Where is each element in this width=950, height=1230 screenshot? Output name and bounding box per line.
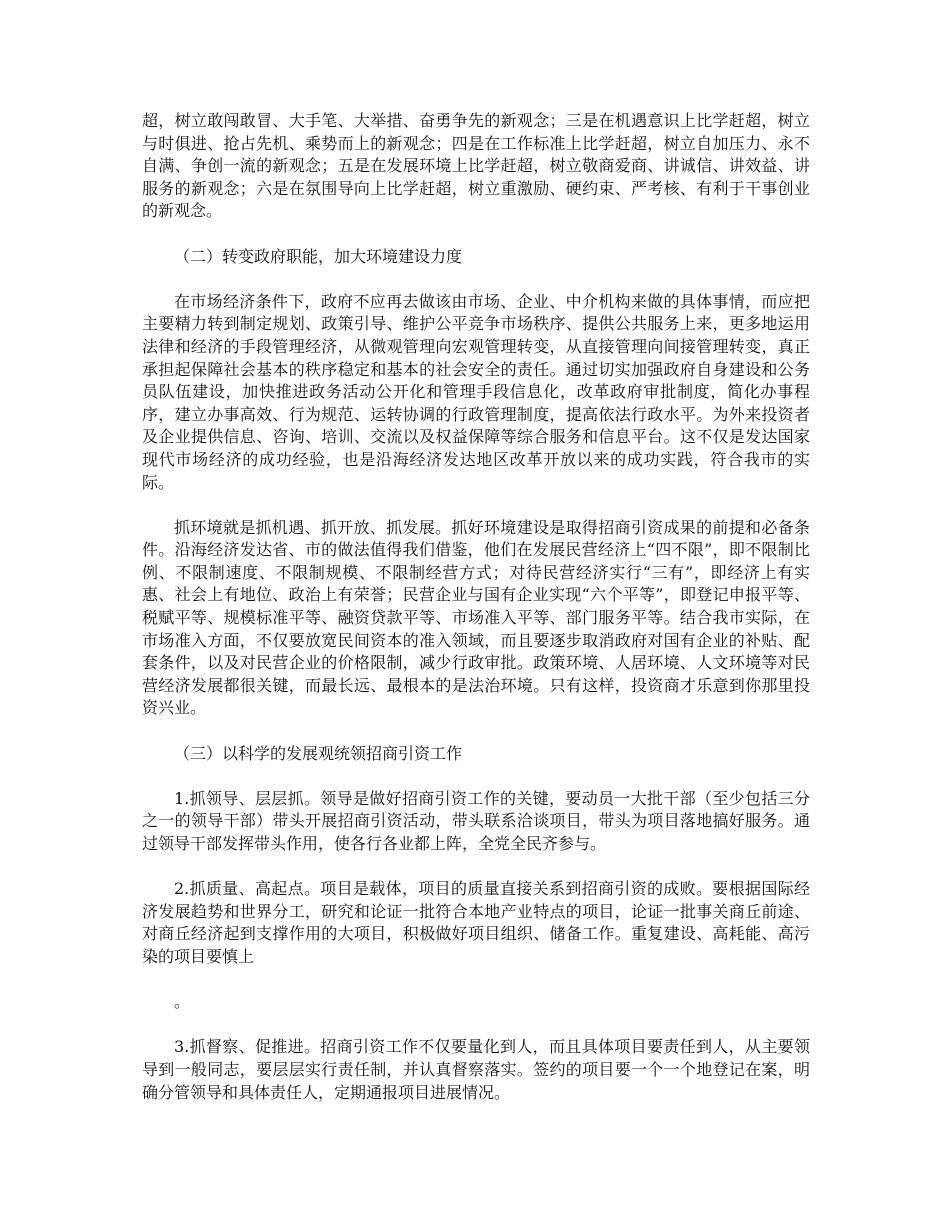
paragraph-item-2: 2.抓质量、高起点。项目是载体，项目的质量直接关系到招商引资的成败。要根据国际经济发展趋势和世界分工，研究和论证一批符合本地产业特点的项目，论证一批事关商丘前途、对商丘经济起到支撑作用的大项目，积极做好项目组织、储备工作。重复建设、高耗能、高污染的项目要慎上	[142, 879, 810, 966]
section-heading-2: （二）转变政府职能，加大环境建设力度	[174, 246, 463, 266]
section-heading-3: （三）以科学的发展观统领招商引资工作	[174, 743, 463, 763]
paragraph-government-functions: 在市场经济条件下，政府不应再去做该由市场、企业、中介机构来做的具体事情，而应把主要精力转到制定规划、政策引导、维护公平竞争市场秩序、提供公共服务上来，更多地运用法律和经济的手段管理经济，从微观管理向宏观管理转变，从直接管理向间接管理转变，真正承担起保障社会基本的秩序稳定和基本的社会安全的责任。通过切实加强政府自身建设和公务员队伍建设，加快推进政务活动公开化和管理手段信息化，改革政府审批制度，简化办事程序，建立办事高效、行为规范、运转协调的行政管理制度，提高依法行政水平。为外来投资者及企业提供信息、咨询、培训、交流以及权益保障等综合服务和信息平台。这不仅是发达国家现代市场经济的成功经验，也是沿海经济发达地区改革开放以来的成功实践，符合我市的实际。	[142, 291, 810, 492]
document-body	[142, 110, 810, 1127]
paragraph-item-3: 3.抓督察、促推进。招商引资工作不仅要量化到人，而且具体项目要责任到人，从主要领导到一般同志，要层层实行责任制，并认真督察落实。签约的项目要一个一个地登记在案，明确分管领导和具体责任人，定期通报项目进展情况。	[142, 1037, 810, 1102]
paragraph-environment: 抓环境就是抓机遇、抓开放、抓发展。抓好环境建设是取得招商引资成果的前提和必备条件。沿海经济发达省、市的做法值得我们借鉴，他们在发展民营经济上“四不限”，即不限制比例、不限制速度、不限制规模、不限制经营方式；对待民营经济实行“三有”，即经济上有实惠、社会上有地位、政治上有荣誉；民营企业与国有企业实现“六个平等”，即登记申报平等、税赋平等、规模标准平等、融资贷款平等、市场准入平等、部门服务平等。结合我市实际，在市场准入方面，不仅要放宽民间资本的准入领域，而且要逐步取消政府对国有企业的补贴、配套条件，以及对民营企业的价格限制，减少行政审批。政策环境、人居环境、人文环境等对民营经济发展都很关键，而最长远、最根本的是法治环境。只有这样，投资商才乐意到你那里投资兴业。	[142, 517, 810, 718]
paragraph-continuation: 超，树立敢闯敢冒、大手笔、大举措、奋勇争先的新观念；三是在机遇意识上比学赶超，树立与时俱进、抢占先机、乘势而上的新观念；四是在工作标准上比学赶超，树立自加压力、永不自满、争创一流的新观念；五是在发展环境上比学赶超，树立敬商爱商、讲诚信、讲效益、讲服务的新观念；六是在氛围导向上比学赶超，树立重激励、硬约束、严考核、有利于干事创业的新观念。	[142, 111, 810, 221]
paragraph-item-1: 1.抓领导、层层抓。领导是做好招商引资工作的关键，要动员一大批干部（至少包括三分之一的领导干部）带头开展招商引资活动，带头联系洽谈项目，带头为项目落地搞好服务。通过领导干部发挥带头作用，使各行各业都上阵，全党全民齐参与。	[142, 788, 810, 853]
paragraph-lone-period: 。	[174, 992, 191, 1012]
